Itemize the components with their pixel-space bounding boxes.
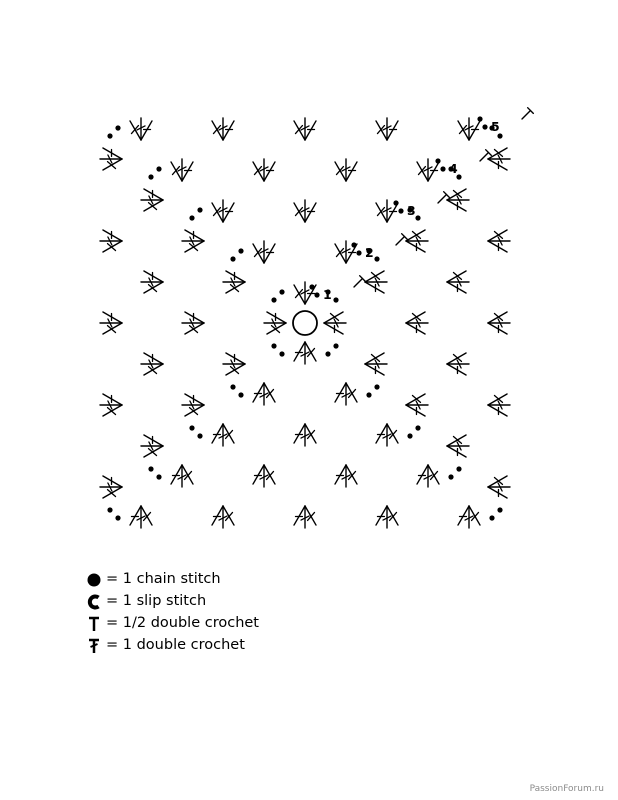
stitch-stroke xyxy=(212,424,223,443)
stitch-stroke xyxy=(387,121,398,140)
legend-label: = 1 slip stitch xyxy=(106,593,207,609)
double-crochet-cluster xyxy=(488,148,510,170)
chain-stitch xyxy=(115,125,120,130)
stitch-stroke xyxy=(447,435,466,446)
stitch-stroke xyxy=(488,487,507,498)
chain-stitch xyxy=(333,297,338,302)
stitch-stroke xyxy=(387,506,398,525)
half-double-crochet-icon xyxy=(86,616,102,632)
watermark: PassionForum.ru xyxy=(529,784,604,794)
stitch-stroke xyxy=(458,121,469,140)
stitch-stroke xyxy=(396,237,404,245)
double-crochet-cluster xyxy=(212,506,234,528)
double-crochet-cluster xyxy=(417,465,439,487)
stitch-stroke xyxy=(103,230,122,241)
double-crochet-cluster xyxy=(406,312,428,334)
double-crochet-cluster xyxy=(447,189,469,211)
round-number-label: 4 xyxy=(449,161,458,176)
stitch-stroke xyxy=(406,230,425,241)
stitch-stroke xyxy=(305,424,316,443)
stitch-stroke xyxy=(185,312,204,323)
chain-stitch xyxy=(456,466,461,471)
double-crochet-cluster xyxy=(171,465,193,487)
stitch-stroke xyxy=(182,162,193,181)
legend-item-slip-stitch xyxy=(86,592,346,614)
chain-stitch xyxy=(374,384,379,389)
chain-stitch xyxy=(497,507,502,512)
chain-stitch xyxy=(107,507,112,512)
stitch-stroke xyxy=(130,121,141,140)
legend-label: = 1 chain stitch xyxy=(106,571,221,587)
chain-stitch xyxy=(351,242,356,247)
half-double-crochet xyxy=(393,234,407,248)
stitch-stroke xyxy=(387,203,398,222)
half-double-crochet xyxy=(351,276,365,290)
stitch-stroke xyxy=(226,364,245,375)
double-crochet-cluster xyxy=(100,230,122,252)
stitch-stroke xyxy=(264,465,275,484)
double-crochet-cluster xyxy=(182,312,204,334)
chain-stitch xyxy=(115,515,120,520)
row-number-labels xyxy=(323,119,500,302)
stitch-stroke xyxy=(447,200,466,211)
stitch-stroke xyxy=(488,476,507,487)
chain-stitch xyxy=(415,425,420,430)
half-double-crochet xyxy=(435,192,449,206)
chain-stitch xyxy=(189,425,194,430)
stitch-stroke xyxy=(103,487,122,498)
chain-stitch xyxy=(415,215,420,220)
stitch-stroke xyxy=(365,271,384,282)
stitch-symbols xyxy=(100,108,533,528)
stitch-stroke xyxy=(103,394,122,405)
double-crochet-cluster xyxy=(294,342,316,364)
stitch-stroke xyxy=(103,148,122,159)
stitch-stroke xyxy=(438,195,446,203)
stitch-stroke xyxy=(305,342,316,361)
round-number-label: 3 xyxy=(407,203,416,218)
chain-stitch xyxy=(279,351,284,356)
stitch-stroke xyxy=(376,424,387,443)
stitch-stroke xyxy=(264,162,275,181)
chain-stitch xyxy=(325,351,330,356)
stitch-stroke xyxy=(305,203,316,222)
double-crochet-cluster xyxy=(488,230,510,252)
double-crochet-cluster xyxy=(324,312,346,334)
double-crochet-cluster xyxy=(141,435,163,457)
double-crochet-cluster xyxy=(488,312,510,334)
double-crochet-cluster xyxy=(253,383,275,405)
stitch-stroke xyxy=(103,312,122,323)
stitch-stroke xyxy=(144,435,163,446)
double-crochet-cluster xyxy=(100,148,122,170)
double-crochet-cluster xyxy=(130,506,152,528)
stitch-stroke xyxy=(267,323,286,334)
double-crochet-cluster xyxy=(488,394,510,416)
legend-item-double-crochet xyxy=(86,636,346,658)
double-crochet-cluster xyxy=(212,200,234,222)
stitch-stroke xyxy=(469,506,480,525)
double-crochet-cluster xyxy=(335,465,357,487)
double-crochet-cluster xyxy=(182,230,204,252)
stitch-stroke xyxy=(253,383,264,402)
chain-stitch xyxy=(393,200,398,205)
double-crochet-cluster xyxy=(253,159,275,181)
double-crochet-cluster xyxy=(447,353,469,375)
stitch-stroke xyxy=(226,353,245,364)
double-crochet-cluster xyxy=(182,394,204,416)
stitch-stroke xyxy=(488,148,507,159)
double-crochet-cluster xyxy=(406,230,428,252)
stitch-stroke xyxy=(267,312,286,323)
stitch-stroke xyxy=(406,312,425,323)
double-crochet-cluster xyxy=(223,271,245,293)
double-crochet-cluster xyxy=(458,506,480,528)
stitch-stroke xyxy=(264,244,275,263)
stitch-stroke xyxy=(447,189,466,200)
double-crochet-cluster xyxy=(253,241,275,263)
stitch-stroke xyxy=(103,476,122,487)
half-double-crochet xyxy=(519,108,533,122)
stitch-stroke xyxy=(103,241,122,252)
stitch-stroke xyxy=(346,383,357,402)
chain-stitch-icon xyxy=(86,572,102,588)
chain-stitch xyxy=(238,248,243,253)
stitch-stroke xyxy=(428,162,439,181)
stitch-stroke xyxy=(376,203,387,222)
stitch-stroke xyxy=(305,121,316,140)
stitch-stroke xyxy=(223,424,234,443)
double-crochet-cluster xyxy=(100,476,122,498)
stitch-stroke xyxy=(488,405,507,416)
stitch-stroke xyxy=(335,162,346,181)
chain-stitch xyxy=(489,515,494,520)
stitch-stroke xyxy=(335,244,346,263)
stitch-stroke xyxy=(144,446,163,457)
double-crochet-cluster xyxy=(458,118,480,140)
stitch-stroke xyxy=(324,312,343,323)
stitch-stroke xyxy=(335,383,346,402)
stitch-stroke xyxy=(294,285,305,304)
chain-stitch xyxy=(230,256,235,261)
stitch-stroke xyxy=(141,121,152,140)
double-crochet-cluster xyxy=(376,118,398,140)
stitch-stroke xyxy=(376,506,387,525)
stitch-stroke xyxy=(488,312,507,323)
chain-stitch xyxy=(407,433,412,438)
stitch-stroke xyxy=(365,353,384,364)
chain-stitch xyxy=(230,384,235,389)
stitch-stroke xyxy=(376,121,387,140)
double-crochet-cluster xyxy=(335,159,357,181)
chain-stitch xyxy=(497,133,502,138)
stitch-stroke xyxy=(226,282,245,293)
stitch-stroke xyxy=(253,162,264,181)
stitch-stroke xyxy=(253,465,264,484)
double-crochet-cluster xyxy=(406,394,428,416)
slip-stitch-icon xyxy=(86,594,102,610)
chain-stitch xyxy=(309,284,314,289)
stitch-stroke xyxy=(144,189,163,200)
stitch-stroke xyxy=(144,364,163,375)
chain-stitch xyxy=(435,158,440,163)
double-crochet-cluster xyxy=(141,189,163,211)
half-double-crochet xyxy=(477,150,491,164)
stitch-stroke xyxy=(185,323,204,334)
stitch-stroke xyxy=(488,159,507,170)
double-crochet-cluster xyxy=(141,271,163,293)
stitch-stroke xyxy=(141,506,152,525)
double-crochet-cluster xyxy=(141,353,163,375)
stitch-stroke xyxy=(354,279,362,287)
stitch-stroke xyxy=(130,506,141,525)
double-crochet-cluster xyxy=(376,506,398,528)
stitch-stroke xyxy=(447,364,466,375)
chain-stitch xyxy=(271,343,276,348)
stitch-stroke xyxy=(346,162,357,181)
double-crochet-cluster xyxy=(447,435,469,457)
double-crochet-cluster xyxy=(488,476,510,498)
double-crochet-cluster xyxy=(100,394,122,416)
stitch-stroke xyxy=(171,465,182,484)
double-crochet-cluster xyxy=(365,353,387,375)
double-crochet-cluster xyxy=(212,424,234,446)
stitch-stroke xyxy=(212,203,223,222)
stitch-stroke xyxy=(185,241,204,252)
stitch-stroke xyxy=(365,364,384,375)
double-crochet-cluster xyxy=(365,271,387,293)
stitch-legend xyxy=(86,570,346,658)
chain-stitch xyxy=(482,124,487,129)
stitch-stroke xyxy=(226,271,245,282)
double-crochet-cluster xyxy=(264,312,286,334)
stitch-stroke xyxy=(144,353,163,364)
stitch-stroke xyxy=(294,121,305,140)
stitch-stroke xyxy=(144,282,163,293)
chain-stitch xyxy=(356,250,361,255)
stitch-stroke xyxy=(253,244,264,263)
chain-stitch xyxy=(197,207,202,212)
stitch-stroke xyxy=(406,405,425,416)
chain-stitch xyxy=(189,215,194,220)
stitch-stroke xyxy=(488,394,507,405)
double-crochet-cluster xyxy=(294,424,316,446)
stitch-stroke xyxy=(294,203,305,222)
stitch-stroke xyxy=(103,405,122,416)
stitch-stroke xyxy=(223,506,234,525)
stitch-stroke xyxy=(447,353,466,364)
double-crochet-cluster xyxy=(294,506,316,528)
stitch-stroke xyxy=(294,506,305,525)
double-crochet-cluster xyxy=(294,118,316,140)
stitch-stroke xyxy=(144,200,163,211)
stitch-stroke xyxy=(212,506,223,525)
round-number-label: 1 xyxy=(323,287,332,302)
chain-stitch xyxy=(107,133,112,138)
stitch-stroke xyxy=(417,465,428,484)
chain-stitch xyxy=(156,474,161,479)
chain-stitch xyxy=(148,466,153,471)
chain-stitch xyxy=(314,292,319,297)
stitch-stroke xyxy=(480,153,488,161)
magic-ring xyxy=(293,311,317,335)
round-number-label: 2 xyxy=(365,245,374,260)
stitch-stroke xyxy=(447,446,466,457)
chain-stitch xyxy=(398,208,403,213)
stitch-stroke xyxy=(324,323,343,334)
stitch-stroke xyxy=(182,465,193,484)
stitch-stroke xyxy=(488,230,507,241)
stitch-stroke xyxy=(387,424,398,443)
double-crochet-cluster xyxy=(253,465,275,487)
chain-stitch xyxy=(271,297,276,302)
stitch-stroke xyxy=(417,162,428,181)
double-crochet-cluster xyxy=(130,118,152,140)
chain-stitch xyxy=(197,433,202,438)
chain-stitch xyxy=(440,166,445,171)
chain-stitch xyxy=(374,256,379,261)
stitch-stroke xyxy=(458,506,469,525)
double-crochet-cluster xyxy=(212,118,234,140)
stitch-stroke xyxy=(212,121,223,140)
stitch-stroke xyxy=(428,465,439,484)
stitch-stroke xyxy=(406,394,425,405)
chain-stitch xyxy=(279,289,284,294)
legend-item-half-double-crochet xyxy=(86,614,346,636)
stitch-stroke xyxy=(365,282,384,293)
double-crochet-cluster xyxy=(294,200,316,222)
legend-label: = 1 double crochet xyxy=(106,637,245,653)
chain-stitch xyxy=(333,343,338,348)
double-crochet-cluster xyxy=(335,383,357,405)
stitch-stroke xyxy=(488,323,507,334)
stitch-stroke xyxy=(185,405,204,416)
stitch-stroke xyxy=(171,162,182,181)
stitch-stroke xyxy=(144,271,163,282)
stitch-stroke xyxy=(185,394,204,405)
double-crochet-cluster xyxy=(417,159,439,181)
stitch-stroke xyxy=(406,241,425,252)
stitch-stroke xyxy=(488,241,507,252)
stitch-stroke xyxy=(305,506,316,525)
legend-item-chain-stitch xyxy=(86,570,346,592)
chain-stitch xyxy=(448,474,453,479)
chain-stitch xyxy=(156,166,161,171)
stitch-stroke xyxy=(346,465,357,484)
double-crochet-cluster xyxy=(100,312,122,334)
chain-stitch xyxy=(238,392,243,397)
chain-stitch xyxy=(477,116,482,121)
double-crochet-icon xyxy=(86,638,102,654)
stitch-stroke xyxy=(185,230,204,241)
chain-stitch xyxy=(148,174,153,179)
stitch-stroke xyxy=(294,342,305,361)
stitch-stroke xyxy=(264,383,275,402)
stitch-stroke xyxy=(469,121,480,140)
chain-stitch xyxy=(366,392,371,397)
stitch-stroke xyxy=(294,424,305,443)
double-crochet-cluster xyxy=(376,424,398,446)
double-crochet-cluster xyxy=(447,271,469,293)
double-crochet-cluster xyxy=(223,353,245,375)
stitch-stroke xyxy=(447,282,466,293)
legend-label: = 1/2 double crochet xyxy=(106,615,259,631)
stitch-stroke xyxy=(406,323,425,334)
stitch-stroke xyxy=(103,159,122,170)
stitch-stroke xyxy=(223,121,234,140)
stitch-stroke xyxy=(522,111,530,119)
stitch-stroke xyxy=(335,465,346,484)
stitch-stroke xyxy=(447,271,466,282)
double-crochet-cluster xyxy=(171,159,193,181)
stitch-stroke xyxy=(223,203,234,222)
round-number-label: 5 xyxy=(491,119,500,134)
stitch-stroke xyxy=(103,323,122,334)
